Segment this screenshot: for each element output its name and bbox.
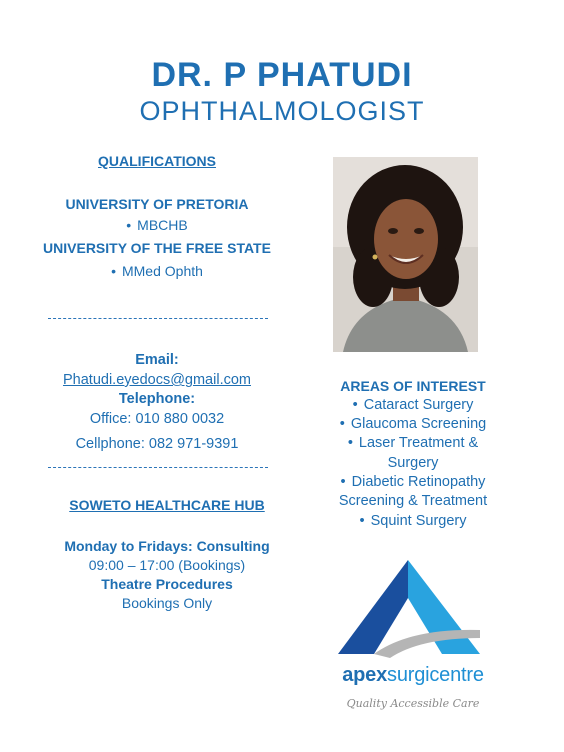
bullet-icon <box>360 513 371 529</box>
interest-item-4: • Diabetic Retinopathy <box>300 473 526 492</box>
consult-hours: 09:00 – 17:00 (Bookings) <box>88 557 246 573</box>
telephone-label: Telephone: <box>118 391 196 407</box>
interest-item-4-cont: Screening & Treatment <box>338 493 488 509</box>
doctor-name: DR. P PHATUDI <box>151 56 413 94</box>
consult-label: Monday to Fridays: Consulting <box>64 538 270 554</box>
cell-phone: Cellphone: 082 971-9391 <box>75 436 239 452</box>
qualification-degree-2: • MMed Ophth <box>22 262 292 280</box>
bullet-icon <box>340 416 351 432</box>
apex-logo-mark <box>330 558 510 660</box>
qualifications-heading: QUALIFICATIONS <box>98 153 216 169</box>
bullet-icon <box>348 435 359 451</box>
portrait-icon <box>333 157 478 352</box>
interest-item-5: • Squint Surgery <box>300 512 526 531</box>
email-label: Email: <box>135 352 179 368</box>
doctor-title: OPHTHALMOLOGIST <box>139 96 425 126</box>
bullet-icon <box>126 217 137 233</box>
qualification-institution-2: UNIVERSITY OF THE FREE STATE <box>43 240 271 256</box>
office-phone: Office: 010 880 0032 <box>89 411 225 427</box>
brand-tagline: Quality Accessible Care <box>346 697 480 710</box>
bullet-icon <box>341 474 352 490</box>
email-link[interactable]: Phatudi.eyedocs@gmail.com <box>62 372 251 388</box>
qualification-institution-1: UNIVERSITY OF PRETORIA <box>65 196 249 212</box>
bullet-icon <box>353 397 364 413</box>
interest-item-1: • Cataract Surgery <box>300 396 526 415</box>
triangle-logo-icon <box>330 558 510 660</box>
interests-heading: AREAS OF INTEREST <box>340 378 486 394</box>
interest-item-3: • Laser Treatment & <box>300 434 526 453</box>
doctor-portrait-image <box>333 157 478 352</box>
bullet-icon <box>111 263 122 279</box>
divider-top <box>48 318 268 319</box>
interest-item-2: • Glaucoma Screening <box>300 415 526 434</box>
brand-name: apexsurgicentre <box>342 664 484 686</box>
divider-bottom <box>48 467 268 468</box>
interest-item-3-cont: Surgery <box>387 455 439 471</box>
theatre-note: Bookings Only <box>121 595 213 611</box>
qualification-degree-1: • MBCHB <box>22 216 292 234</box>
theatre-label: Theatre Procedures <box>101 576 233 592</box>
location-heading: SOWETO HEALTHCARE HUB <box>69 497 265 513</box>
